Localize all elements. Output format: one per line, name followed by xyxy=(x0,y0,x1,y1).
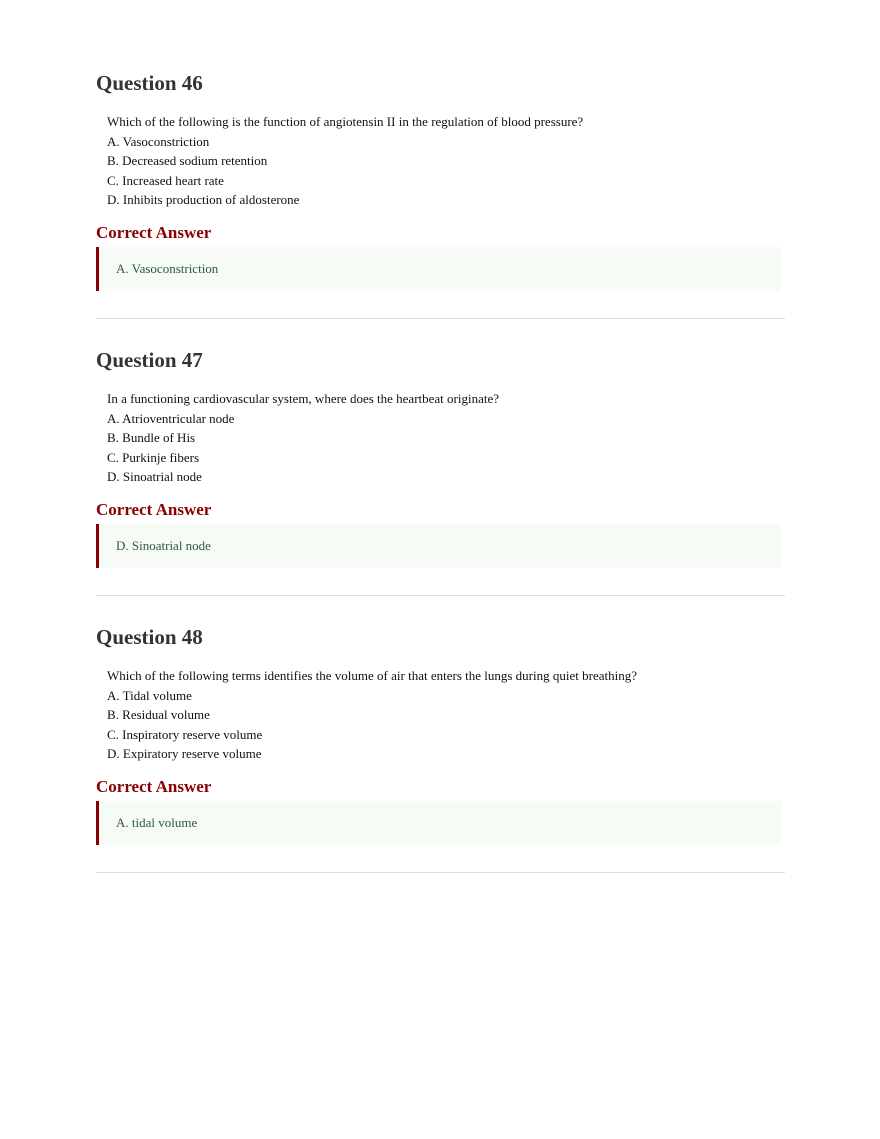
question-text: Which of the following is the function of angiotensin II in the regulation of blood pressure? xyxy=(107,114,584,129)
correct-answer-heading: Correct Answer xyxy=(96,500,212,519)
question-block xyxy=(96,347,785,624)
option-item: B. Residual volume xyxy=(107,707,210,722)
question-text: In a functioning cardiovascular system, where does the heartbeat originate? xyxy=(107,391,500,406)
option-item: D. Expiratory reserve volume xyxy=(107,746,262,761)
option-item: B. Bundle of His xyxy=(107,430,196,445)
divider xyxy=(96,595,785,596)
question-title: Question 46 xyxy=(96,71,203,95)
option-item: C. Increased heart rate xyxy=(107,172,224,188)
question-block xyxy=(96,624,785,901)
option-item: C. Inspiratory reserve volume xyxy=(107,726,263,742)
correct-answer-heading: Correct Answer xyxy=(96,223,212,242)
divider xyxy=(96,318,785,319)
correct-answer-text: D. Sinoatrial node xyxy=(116,538,211,553)
question-title: Question 47 xyxy=(96,348,203,372)
options-list xyxy=(107,686,785,764)
quiz-page xyxy=(96,70,785,901)
options-list xyxy=(107,409,785,487)
correct-answer-heading: Correct Answer xyxy=(96,777,212,796)
correct-answer-text: A. Vasoconstriction xyxy=(116,261,219,276)
question-text: Which of the following terms identifies the volume of air that enters the lungs during quiet breathing? xyxy=(107,668,637,683)
option-item: A. Tidal volume xyxy=(107,687,192,703)
correct-answer-text: A. tidal volume xyxy=(116,815,198,830)
correct-answer-box xyxy=(96,247,781,291)
option-item: A. Atrioventricular node xyxy=(107,410,235,426)
option-item: D. Sinoatrial node xyxy=(107,469,202,484)
question-block xyxy=(96,70,785,347)
option-item: D. Inhibits production of aldosterone xyxy=(107,192,300,207)
correct-answer-box xyxy=(96,524,781,568)
correct-answer-box xyxy=(96,801,781,845)
divider xyxy=(96,872,785,873)
option-item: B. Decreased sodium retention xyxy=(107,153,268,168)
options-list xyxy=(107,132,785,210)
question-title: Question 48 xyxy=(96,625,203,649)
option-item: C. Purkinje fibers xyxy=(107,449,200,465)
option-item: A. Vasoconstriction xyxy=(107,133,210,149)
